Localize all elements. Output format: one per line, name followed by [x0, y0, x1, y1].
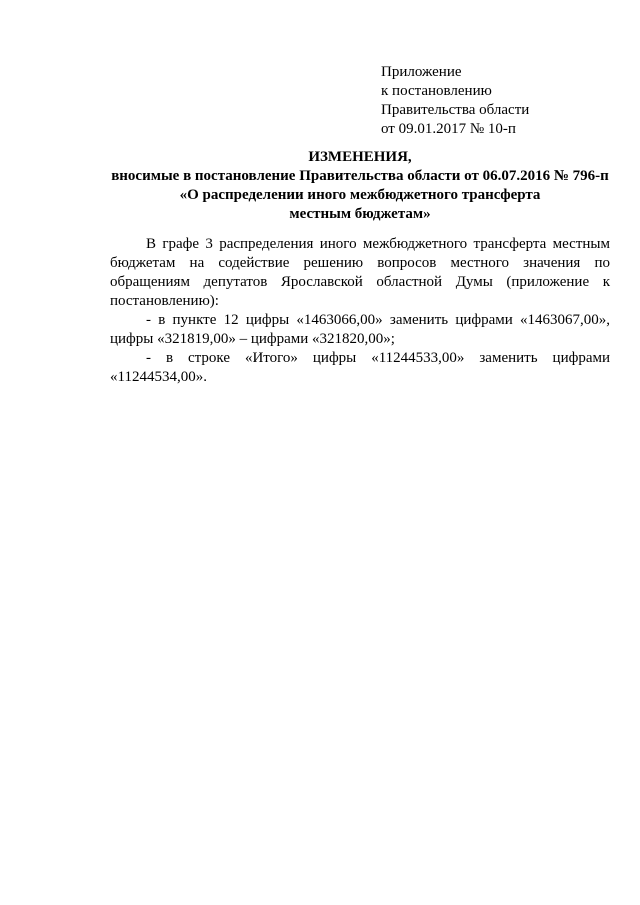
appendix-line: Приложение	[381, 64, 462, 80]
document-heading	[110, 148, 610, 224]
body-paragraph: - в строке «Итого» цифры «11244533,00» заменить цифрами «11244534,00».	[110, 350, 610, 385]
heading-title: ИЗМЕНЕНИЯ,	[308, 149, 412, 165]
appendix-line: от 09.01.2017 № 10-п	[381, 121, 516, 137]
body-paragraph: - в пункте 12 цифры «1463066,00» заменить цифрами «1463067,00», цифры «321819,00» – цифрами «321820,00»;	[110, 312, 610, 347]
heading-line: вносимые в постановление Правительства области от 06.07.2016 № 796-п	[111, 168, 609, 184]
document-body	[110, 235, 610, 387]
heading-line: «О распределении иного межбюджетного трансферта	[179, 187, 541, 203]
heading-line: местным бюджетам»	[289, 206, 431, 222]
appendix-line: к постановлению	[381, 83, 492, 99]
appendix-line: Правительства области	[381, 102, 530, 118]
appendix-block	[381, 63, 621, 139]
body-paragraph: В графе 3 распределения иного межбюджетного трансферта местным бюджетам на содействие решению вопросов местного значения по обращениям депутатов Ярославской областной Думы (приложение к постановлению):	[110, 236, 610, 309]
